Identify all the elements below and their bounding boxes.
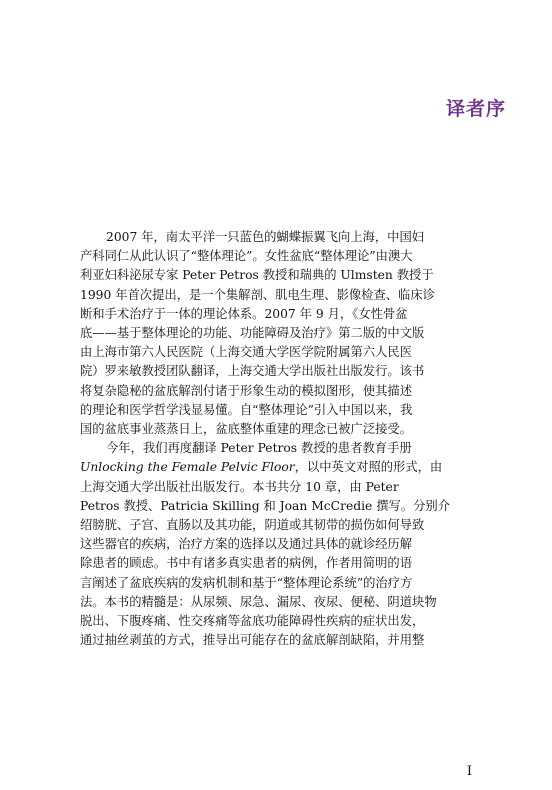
text-line: 国的盆底事业蒸蒸日上，盆底整体重建的理念已被广泛接受。 [80, 422, 413, 437]
text-line: 2007 年，南太平洋一只蓝色的蝴蝶振翼飞向上海，中国妇 [106, 230, 425, 244]
text-line: 上海交通大学出版社出版发行。本书共分 10 章，由 Peter [80, 479, 399, 494]
text-line: 这些器官的疾病，治疗方案的选择以及通过具体的就诊经历解 [80, 537, 413, 552]
text-line: 底——基于整体理论的功能、功能障碍及治疗》第二版的中文版 [80, 326, 425, 341]
page-number: I [466, 764, 472, 779]
text-line: 1990 年首次提出，是一个集解剖、肌电生理、影像检查、临床诊 [80, 287, 435, 302]
book-title: Unlocking the Female Pelvic Floor [80, 460, 295, 475]
text-line: 通过抽丝剥茧的方式，推导出可能存在的盆底解剖缺陷，并用整 [80, 633, 425, 648]
text-line: 利亚妇科泌尿专家 Peter Petros 教授和瑞典的 Ulmsten 教授于 [80, 268, 434, 283]
preface-body [80, 228, 480, 650]
text-line: 断和手术治疗于一体的理论体系。2007 年 9 月，《女性骨盆 [80, 306, 408, 321]
text-line: Petros 教授、Patricia Skilling 和 Joan McCredie 撰写。分别介 [80, 498, 451, 513]
text-line: 将复杂隐秘的盆底解剖付诸于形象生动的模拟图形，使其描述 [80, 383, 413, 398]
text-line: 脱出、下腹疼痛、性交疼痛等盆底功能障碍性疾病的症状出发， [80, 614, 425, 629]
text-line: 除患者的顾虑。书中有诸多真实患者的病例，作者用简明的语 [80, 556, 413, 571]
text-line: 由上海市第六人民医院（上海交通大学医学院附属第六人民医 [80, 345, 413, 360]
text-fragment: ，以中英文对照的形式，由 [294, 460, 443, 475]
text-line: 的理论和医学哲学浅显易懂。自“整体理论”引入中国以来，我 [80, 402, 413, 417]
text-line [80, 458, 480, 477]
text-line: 产科同仁从此认识了“整体理论”。女性盆底“整体理论”由澳大 [80, 249, 413, 264]
text-line: 绍膀胱、子宫、直肠以及其功能，阴道或其韧带的损伤如何导致 [80, 518, 425, 533]
text-line: 言阐述了盆底疾病的发病机制和基于“整体理论系统”的治疗方 [80, 575, 413, 590]
text-line: 今年，我们再度翻译 Peter Petros 教授的患者教育手册 [106, 441, 412, 456]
text-line: 院）罗来敏教授团队翻译，上海交通大学出版社出版发行。该书 [80, 364, 425, 379]
text-line: 法。本书的精髓是：从尿频、尿急、漏尿、夜尿、便秘、阴道块物 [80, 594, 437, 609]
page-title: 译者序 [445, 98, 506, 120]
